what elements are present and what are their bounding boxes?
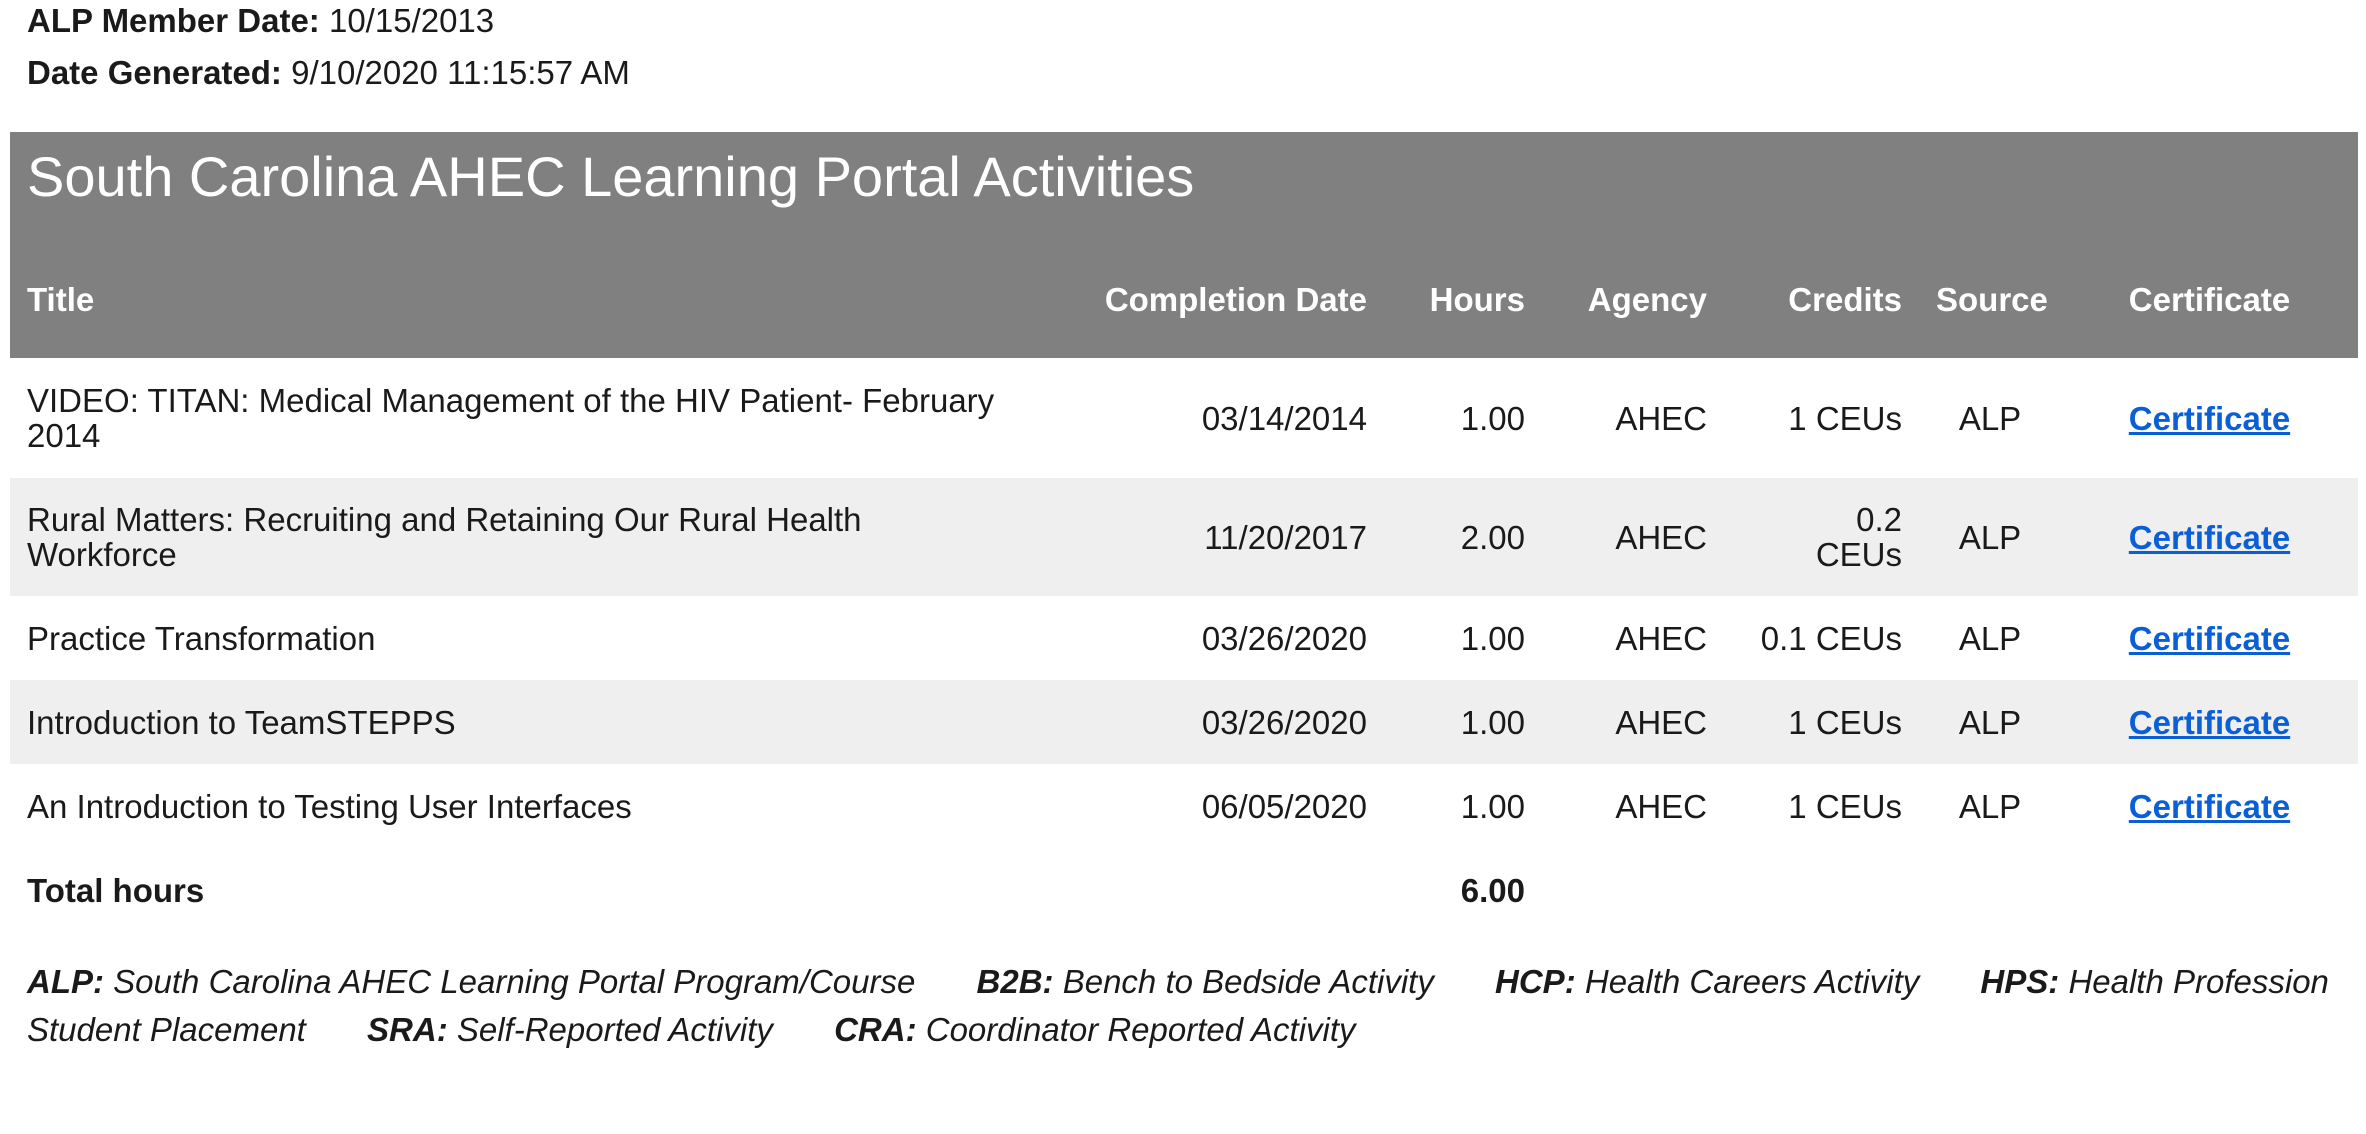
table-row [10,764,2358,848]
activity-title: Practice Transformation [27,619,376,657]
activities-table [10,220,2358,932]
table-row [10,478,2358,596]
source: ALP [1919,680,2061,764]
source: ALP [1958,399,2022,437]
agency: AHEC [1615,619,1707,657]
legend-code: HPS: [1980,963,2060,1000]
activity-title: An Introduction to Testing User Interfaces [27,787,632,825]
agency: AHEC [1542,478,1724,596]
certificate-link[interactable]: Certificate [2128,787,2291,825]
hours: 1.00 [1460,619,1525,657]
table-row [10,358,2358,478]
agency: AHEC [1615,399,1707,437]
credits: 1 CEUs [1788,399,1902,437]
legend-description: Coordinator Reported Activity [925,1011,1356,1048]
certificate-cell [2061,764,2358,848]
activity-title: Introduction to TeamSTEPPS [10,680,1020,764]
column-header-hours: Hours [1384,220,1542,358]
completion-date: 03/14/2014 [1201,399,1367,437]
certificate-link[interactable]: Certificate [2128,619,2291,657]
certificate-cell [2061,358,2358,478]
certificate-link[interactable]: Certificate [2128,703,2291,741]
table-row [10,596,2358,680]
legend-code: HCP: [1495,963,1576,1000]
completion-date: 03/26/2020 [1020,680,1384,764]
column-header-certificate: Certificate [2061,220,2358,358]
total-hours-label: Total hours [27,871,205,909]
activities-report [10,132,2358,932]
total-hours-value: 6.00 [1460,871,1525,909]
hours: 1.00 [1460,399,1525,437]
source: ALP [1919,478,2061,596]
legend-entry-alp [27,963,915,1000]
completion-date: 03/26/2020 [1201,619,1367,657]
agency: AHEC [1615,787,1707,825]
column-header-agency: Agency [1542,220,1724,358]
credits: 1 CEUs [1788,787,1902,825]
legend-description: South Carolina AHEC Learning Portal Program/Course [113,963,916,1000]
certificate-link[interactable]: Certificate [2128,518,2291,556]
legend-description: Self-Reported Activity [456,1011,773,1048]
certificate-cell [2061,478,2358,596]
legend-code: CRA: [834,1011,917,1048]
column-header-completion-date: Completion Date [1020,220,1384,358]
legend-entry-sra [367,1011,773,1048]
legend-description: Health Profession Student Placement [27,963,2329,1048]
member-date-value: 10/15/2013 [328,2,495,39]
certificate-cell [2061,680,2358,764]
hours: 1.00 [1460,787,1525,825]
source: ALP [1958,619,2022,657]
legend-description: Bench to Bedside Activity [1062,963,1434,1000]
source-legend [27,958,2347,1054]
credits: 0.2 CEUs [1724,478,1919,596]
certificate-cell [2061,596,2358,680]
legend-entry-b2b [977,963,1434,1000]
legend-code: B2B: [976,963,1054,1000]
member-date-line [27,4,494,38]
member-date-label: ALP Member Date: [27,2,320,39]
activity-title: Rural Matters: Recruiting and Retaining Our Rural Health Workforce [10,478,1020,596]
completion-date: 11/20/2017 [1020,478,1384,596]
credits: 1 CEUs [1724,680,1919,764]
source: ALP [1958,787,2022,825]
date-generated-line [27,56,630,90]
column-header-source: Source [1919,220,2061,358]
legend-entry-hcp [1495,963,1919,1000]
agency: AHEC [1542,680,1724,764]
activity-title: VIDEO: TITAN: Medical Management of the HIV Patient- February 2014 [27,382,995,454]
legend-description: Health Careers Activity [1584,963,1920,1000]
date-generated-label: Date Generated: [27,54,282,91]
certificate-link[interactable]: Certificate [2128,399,2291,437]
hours: 1.00 [1384,680,1542,764]
column-header-credits: Credits [1724,220,1919,358]
column-header-title: Title [10,220,1020,358]
report-title: South Carolina AHEC Learning Portal Activities [10,132,2358,220]
date-generated-value: 9/10/2020 11:15:57 AM [291,54,630,91]
table-header-row [10,220,2358,358]
legend-code: ALP: [27,963,104,1000]
total-hours-row [10,848,2358,932]
hours: 2.00 [1384,478,1542,596]
credits: 0.1 CEUs [1760,619,1902,657]
completion-date: 06/05/2020 [1201,787,1367,825]
legend-code: SRA: [367,1011,448,1048]
table-row [10,680,2358,764]
legend-entry-cra [834,1011,1355,1048]
